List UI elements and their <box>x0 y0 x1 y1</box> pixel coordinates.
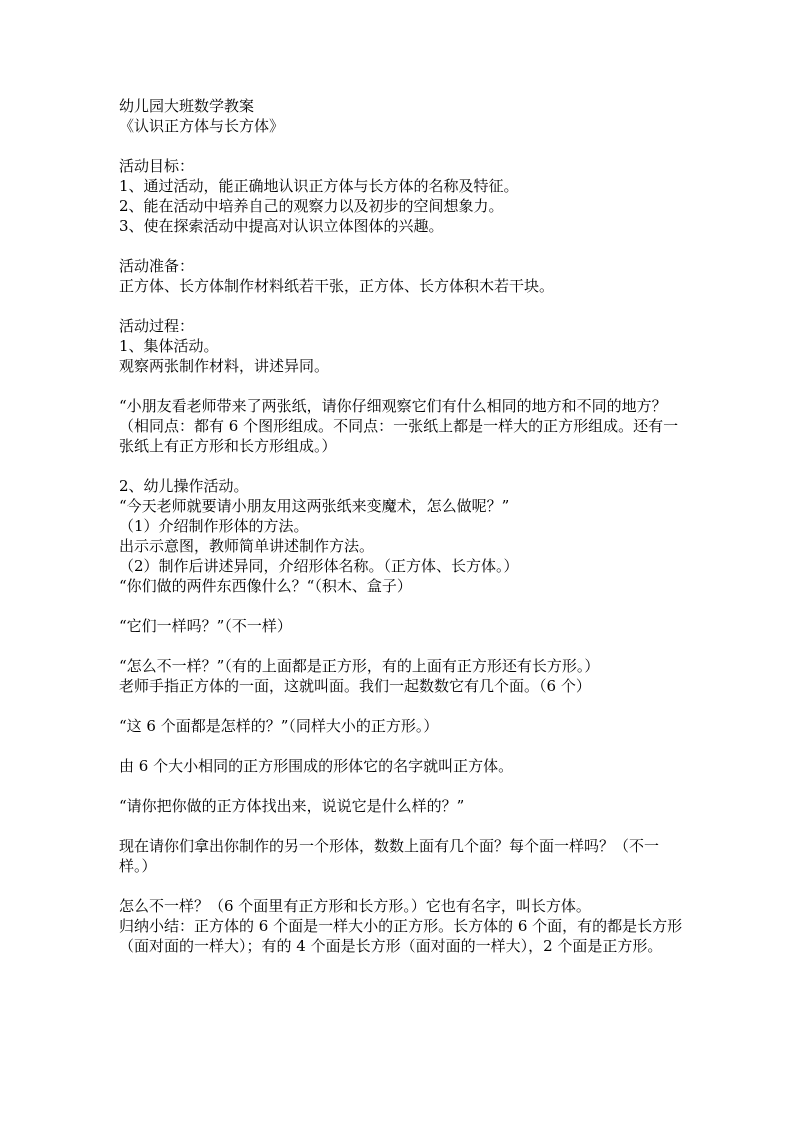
blank-line <box>119 296 689 316</box>
blank-line <box>119 776 689 796</box>
step-2-title: 2、幼儿操作活动。 <box>119 477 249 495</box>
document-subtitle: 《认识正方体与长方体》 <box>119 117 285 135</box>
blank-line <box>119 876 689 896</box>
dialogue-like-what: “你们做的两件东西像什么？“（积木、盒子） <box>119 577 412 595</box>
dialogue-find-cube: “请你把你做的正方体找出来，说说它是什么样的？” <box>119 797 465 815</box>
goals-heading: 活动目标： <box>119 157 195 175</box>
goal-item-1: 1、通过活动，能正确地认识正方体与长方体的名称及特征。 <box>119 177 519 195</box>
blank-line <box>119 236 689 256</box>
dialogue-six-faces: “这 6 个面都是怎样的？”（同样大小的正方形。） <box>119 717 439 735</box>
blank-line <box>119 636 689 656</box>
blank-line <box>119 696 689 716</box>
cube-definition: 由 6 个大小相同的正方形围成的形体它的名字就叫正方体。 <box>119 757 514 775</box>
substep-1: （1）介绍制作形体的方法。 <box>119 517 309 535</box>
prep-text: 正方体、长方体制作材料纸若干张，正方体、长方体积木若干块。 <box>119 277 555 295</box>
dialogue-how-different: “怎么不一样？”（有的上面都是正方形，有的上面有正方形还有长方形。） <box>119 657 600 675</box>
prep-heading: 活动准备： <box>119 257 195 275</box>
cuboid-definition: 怎么不一样？（6 个面里有正方形和长方形。）它也有名字，叫长方体。 <box>119 897 591 915</box>
blank-line <box>119 596 689 616</box>
dialogue-same: “它们一样吗？”（不一样） <box>119 617 292 635</box>
blank-line <box>119 736 689 756</box>
blank-line <box>119 816 689 836</box>
document-title: 幼儿园大班数学教案 <box>119 97 255 115</box>
process-heading: 活动过程： <box>119 317 195 335</box>
show-diagram: 出示示意图，教师简单讲述制作方法。 <box>119 537 375 555</box>
goal-item-2: 2、能在活动中培养自己的观察力以及初步的空间想象力。 <box>119 197 504 215</box>
teacher-face: 老师手指正方体的一面，这就叫面。我们一起数数它有几个面。（6 个） <box>119 677 591 695</box>
paragraph-summary: 归纳小结：正方体的 6 个面是一样大小的正方形。长方体的 6 个面，有的都是长方形（面对面的一样大）；有的 4 个面是长方形（面对面的一样大），2 个面是正方形。 <box>119 917 683 955</box>
dialogue-magic: “今天老师就要请小朋友用这两张纸来变魔术，怎么做呢？” <box>119 497 510 515</box>
blank-line <box>119 376 689 396</box>
goal-item-3: 3、使在探索活动中提高对认识立体图体的兴趣。 <box>119 217 444 235</box>
blank-line <box>119 456 689 476</box>
document-page <box>119 96 689 956</box>
step-1-desc: 观察两张制作材料，讲述异同。 <box>119 357 330 375</box>
step-1-title: 1、集体活动。 <box>119 337 219 355</box>
paragraph-observe: “小朋友看老师带来了两张纸，请你仔细观察它们有什么相同的地方和不同的地方？（相同点：都有 6 个图形组成。不同点：一张纸上都是一样大的正方形组成。还有一张纸上有正方形和长方形组成。） <box>119 397 679 455</box>
blank-line <box>119 136 689 156</box>
paragraph-other-shape: 现在请你们拿出你制作的另一个形体，数数上面有几个面？每个面一样吗？（不一样。） <box>119 837 660 875</box>
substep-2: （2）制作后讲述异同，介绍形体名称。（正方体、长方体。） <box>119 557 519 575</box>
